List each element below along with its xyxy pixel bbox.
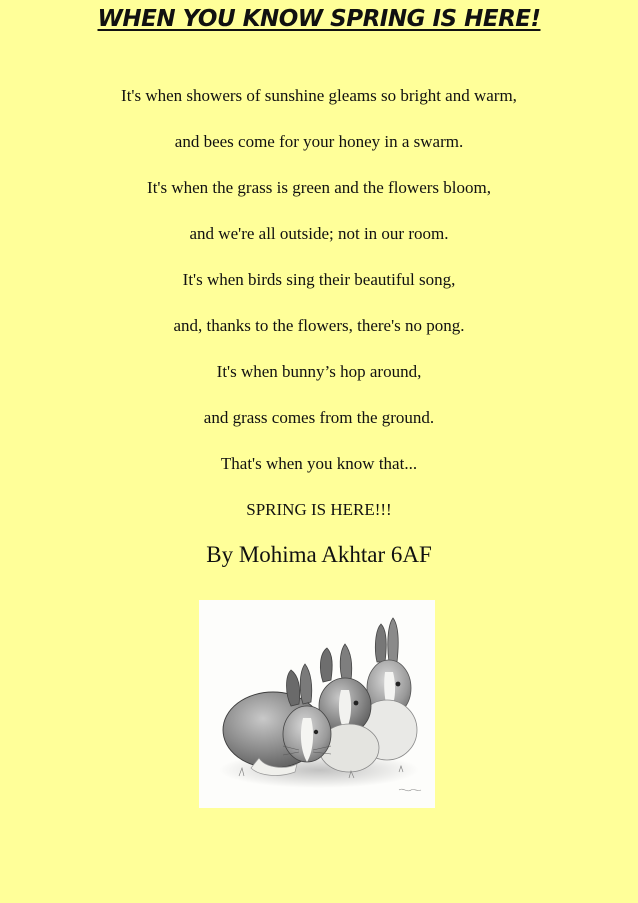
poem-body <box>0 86 638 546</box>
poem-line: It's when birds sing their beautiful song, <box>182 270 456 289</box>
poem-line: That's when you know that... <box>220 454 418 473</box>
rabbits-illustration <box>199 600 435 808</box>
poem-line: and grass comes from the ground. <box>203 408 435 427</box>
poem-line: It's when the grass is green and the flowers bloom, <box>147 178 491 197</box>
poem-line: and we're all outside; not in our room. <box>189 224 449 243</box>
poem-line: SPRING IS HERE!!! <box>246 500 392 519</box>
poem-line: It's when bunny’s hop around, <box>216 362 422 381</box>
rabbits-sketch-icon <box>199 600 435 808</box>
author-byline: By Mohima Akhtar 6AF <box>206 542 432 567</box>
poem-line: and bees come for your honey in a swarm. <box>174 132 464 151</box>
poem-line: It's when showers of sunshine gleams so bright and warm, <box>121 86 517 105</box>
poem-title: WHEN YOU KNOW SPRING IS HERE! <box>97 6 541 32</box>
poem-line: and, thanks to the flowers, there's no pong. <box>173 316 465 335</box>
